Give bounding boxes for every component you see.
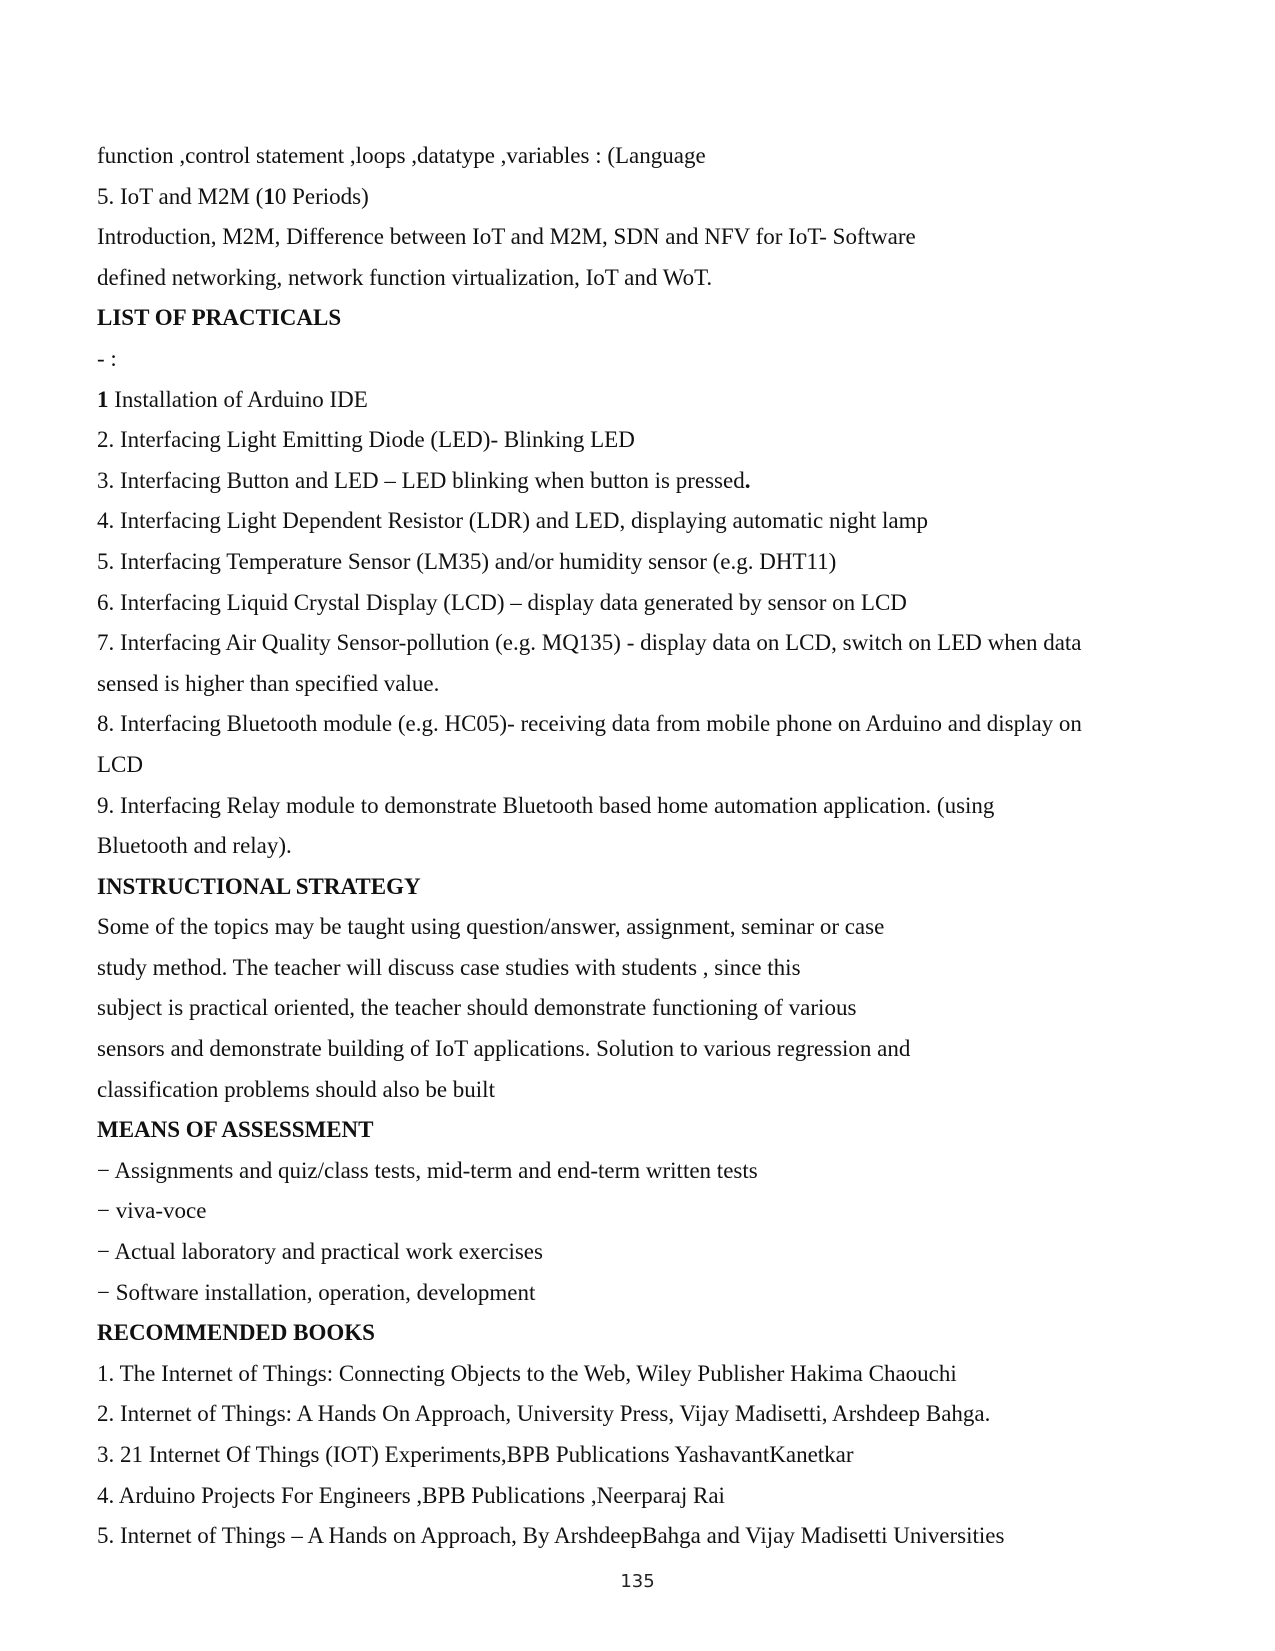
strategy-line: study method. The teacher will discuss case studies with students , since this: [97, 954, 801, 980]
practical-item-3-period: .: [744, 467, 751, 493]
books-heading: RECOMMENDED BOOKS: [97, 1320, 375, 1346]
book-item: 3. 21 Internet Of Things (IOT) Experiments,BPB Publications YashavantKanetkar: [97, 1442, 854, 1467]
unit-5-prefix: 5. IoT and M2M (: [97, 183, 264, 209]
practical-item-3: [97, 461, 1207, 502]
strategy-line: sensors and demonstrate building of IoT applications. Solution to various regression and: [97, 1036, 911, 1062]
strategy-line: subject is practical oriented, the teacher should demonstrate functioning of various: [97, 995, 857, 1021]
strategy-heading: INSTRUCTIONAL STRATEGY: [97, 873, 421, 899]
practical-item-1-number: 1: [97, 386, 109, 412]
book-item: 2. Internet of Things: A Hands On Approach, University Press, Vijay Madisetti, Arshdeep Bahga.: [97, 1401, 991, 1427]
page-content: [97, 136, 1207, 1557]
book-item: 5. Internet of Things – A Hands on Approach, By ArshdeepBahga and Vijay Madisetti Universities: [97, 1523, 1005, 1549]
practical-item-1: [97, 380, 1207, 421]
strategy-line: classification problems should also be built: [97, 1076, 495, 1102]
assessment-item: − viva-voce: [97, 1198, 207, 1224]
book-item: 4. Arduino Projects For Engineers ,BPB Publications ,Neerparaj Rai: [97, 1482, 725, 1508]
practical-item-1-text: Installation of Arduino IDE: [108, 386, 368, 412]
unit-5-title: [97, 177, 1207, 218]
unit-5-suffix: 0 Periods): [274, 183, 369, 209]
strategy-line: Some of the topics may be taught using question/answer, assignment, seminar or case: [97, 914, 885, 940]
practical-item-2: 2. Interfacing Light Emitting Diode (LED)- Blinking LED: [97, 427, 635, 453]
practicals-separator: - :: [97, 345, 117, 371]
practical-item-7-line-2: sensed is higher than specified value.: [97, 670, 440, 696]
assessment-item: − Actual laboratory and practical work exercises: [97, 1239, 543, 1265]
intro-line-4: defined networking, network function virtualization, IoT and WoT.: [97, 264, 713, 290]
practical-item-3-text: 3. Interfacing Button and LED – LED blinking when button is pressed: [97, 467, 745, 493]
practical-item-7-line-1: 7. Interfacing Air Quality Sensor-pollution (e.g. MQ135) - display data on LCD, switch on LED when data: [97, 630, 1082, 656]
practical-item-5: 5. Interfacing Temperature Sensor (LM35) and/or humidity sensor (e.g. DHT11): [97, 548, 837, 574]
practical-item-6: 6. Interfacing Liquid Crystal Display (LCD) – display data generated by sensor on LCD: [97, 589, 907, 615]
intro-line-3: Introduction, M2M, Difference between IoT and M2M, SDN and NFV for IoT- Software: [97, 224, 916, 250]
page-number: 135: [620, 1571, 655, 1592]
practical-item-8-line-1: 8. Interfacing Bluetooth module (e.g. HC05)- receiving data from mobile phone on Arduino and display on: [97, 711, 1082, 737]
unit-5-bold-digit: 1: [263, 183, 275, 209]
assessment-item: − Software installation, operation, development: [97, 1279, 536, 1305]
book-item: 1. The Internet of Things: Connecting Objects to the Web, Wiley Publisher Hakima Chaouchi: [97, 1360, 957, 1386]
assessment-item: − Assignments and quiz/class tests, mid-term and end-term written tests: [97, 1157, 758, 1183]
practical-item-8-line-2: LCD: [97, 751, 143, 777]
practicals-heading: LIST OF PRACTICALS: [97, 305, 342, 331]
practical-item-9-line-2: Bluetooth and relay).: [97, 833, 292, 859]
practical-item-9-line-1: 9. Interfacing Relay module to demonstrate Bluetooth based home automation application. (using: [97, 792, 995, 818]
practical-item-4: 4. Interfacing Light Dependent Resistor (LDR) and LED, displaying automatic night lamp: [97, 508, 928, 534]
intro-line-1: function ,control statement ,loops ,datatype ,variables : (Language: [97, 143, 706, 168]
assessment-heading: MEANS OF ASSESSMENT: [97, 1117, 374, 1143]
